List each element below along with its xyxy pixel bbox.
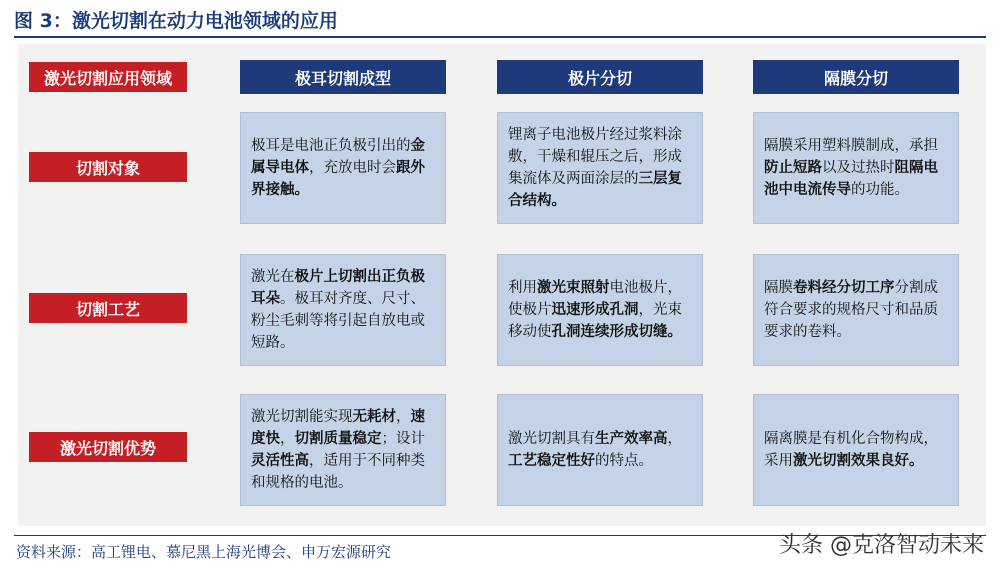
cell-text-run: 锂离子电池极片经过浆料涂敷，干燥和辊压之后，形成集流体及两面涂层的 xyxy=(508,127,682,187)
cell-text-run: 激光切割能实现 xyxy=(251,409,353,425)
cell-advantage-electrode xyxy=(497,394,703,506)
cell-text-run: ；设计 xyxy=(381,431,425,447)
cell-text-bold: 跟外界接触。 xyxy=(251,160,425,198)
cell-text-bold: 速度快 xyxy=(251,409,425,447)
cell-process-separator xyxy=(753,254,959,366)
cell-text-run: ，充放电时会 xyxy=(309,160,396,176)
col-head-electrode-slitting: 极片分切 xyxy=(497,60,703,94)
figure-title: 图 3：激光切割在动力电池领域的应用 xyxy=(14,10,338,32)
cell-text-bold: 极片上切割出正负极耳朵 xyxy=(251,269,425,307)
row-label-advantage: 激光切割优势 xyxy=(29,432,187,462)
cell-object-electrode xyxy=(497,112,703,224)
cell-object-separator xyxy=(753,112,959,224)
cell-text xyxy=(251,406,435,494)
cell-text-bold: 金属导电体 xyxy=(251,138,425,176)
cell-text-bold: 工艺稳定性好 xyxy=(508,453,595,469)
cell-text-bold: 激光束照射 xyxy=(537,280,610,296)
cell-text-run: 极耳是电池正负极引出的 xyxy=(251,138,411,154)
watermark: 头条 @克洛智动未来 xyxy=(779,533,984,558)
cell-text-run: 利用 xyxy=(508,280,537,296)
cell-text-bold: 切割质量稳定 xyxy=(294,431,382,447)
cell-text-run: 激光在 xyxy=(251,269,295,285)
cell-text xyxy=(508,428,692,472)
cell-text xyxy=(764,428,948,472)
cell-text-run: 。极耳对齐度、尺寸、粉尘毛刺等将引起自放电或短路。 xyxy=(251,291,425,351)
row-label-domain: 激光切割应用领域 xyxy=(29,62,187,92)
cell-text-run: ， xyxy=(396,409,411,425)
cell-text-run: 分割成符合要求的规格尺寸和品质要求的卷料。 xyxy=(764,280,938,340)
col-head-tab-cutting: 极耳切割成型 xyxy=(240,60,446,94)
cell-advantage-tab xyxy=(240,394,446,506)
cell-text-run: 隔膜 xyxy=(764,280,793,296)
cell-object-tab xyxy=(240,112,446,224)
cell-text-bold: 生产效率高 xyxy=(595,431,668,447)
cell-text-bold: 防止短路 xyxy=(764,160,822,176)
row-label-process: 切割工艺 xyxy=(29,293,187,323)
cell-text-bold: 孔洞连续形成切缝。 xyxy=(551,324,682,340)
cell-text-bold: 迅速形成孔洞 xyxy=(551,302,639,318)
cell-text-bold: 灵活性高 xyxy=(251,453,309,469)
cell-text-run: ，适用于不同种类和规格的电池。 xyxy=(251,453,425,491)
cell-text xyxy=(508,124,692,212)
col-head-separator-slitting: 隔膜分切 xyxy=(753,60,959,94)
cell-text-run: 隔膜采用塑料膜制成，承担 xyxy=(764,138,938,154)
cell-text-run: ， xyxy=(280,431,295,447)
cell-text xyxy=(251,266,435,354)
cell-text-bold: 激光切割效果良好。 xyxy=(793,453,924,469)
cell-text-run: 的功能。 xyxy=(851,182,909,198)
row-label-object: 切割对象 xyxy=(29,152,187,182)
title-divider xyxy=(14,36,986,38)
source-note: 资料来源：高工锂电、慕尼黑上海光博会、申万宏源研究 xyxy=(16,543,392,561)
cell-advantage-separator xyxy=(753,394,959,506)
cell-process-tab xyxy=(240,254,446,366)
cell-text xyxy=(764,135,948,201)
cell-text-run: ， xyxy=(667,431,682,447)
cell-text-run: 的特点。 xyxy=(595,453,653,469)
cell-process-electrode xyxy=(497,254,703,366)
cell-text-run: 电池极片，使极片 xyxy=(508,280,682,318)
cell-text-run: 以及过热时 xyxy=(822,160,895,176)
cell-text-bold: 三层复合结构。 xyxy=(508,171,682,209)
cell-text-run: 激光切割具有 xyxy=(508,431,595,447)
cell-text-bold: 卷料经分切工序 xyxy=(793,280,895,296)
cell-text-run: 隔离膜是有机化合物构成，采用 xyxy=(764,431,938,469)
cell-text xyxy=(251,135,435,201)
cell-text-bold: 阻隔电池中电流传导 xyxy=(764,160,938,198)
cell-text-bold: 无耗材 xyxy=(352,409,396,425)
cell-text-run: ，光束移动使 xyxy=(508,302,682,340)
cell-text xyxy=(508,277,692,343)
cell-text xyxy=(764,277,948,343)
